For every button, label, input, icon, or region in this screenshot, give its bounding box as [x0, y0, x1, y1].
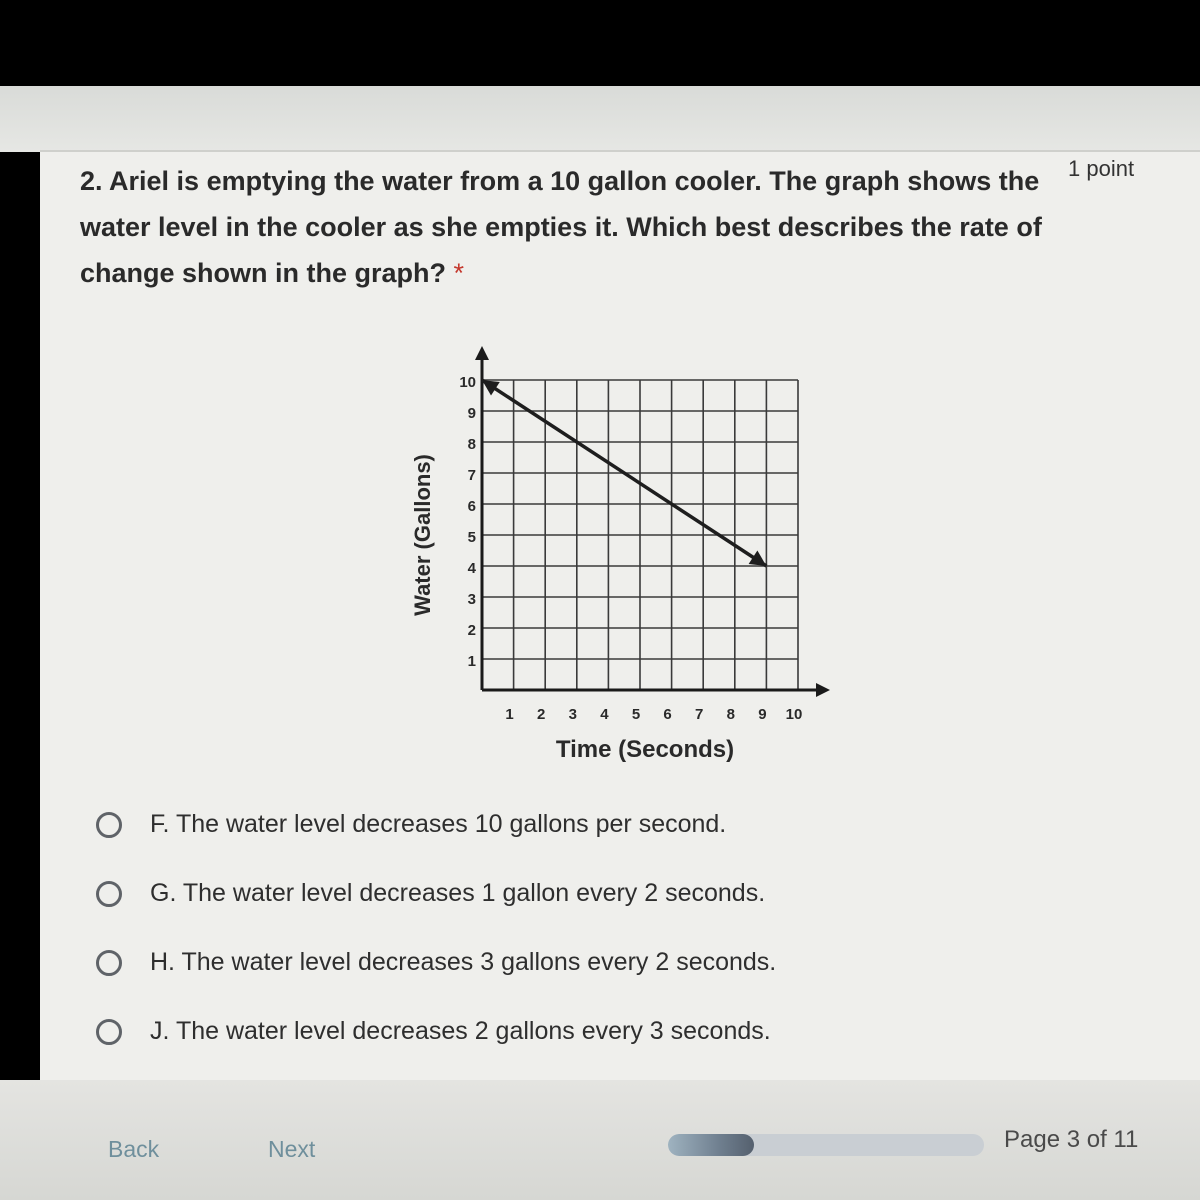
y-tick-label: 4 [467, 560, 476, 577]
y-tick-label: 9 [467, 405, 476, 422]
y-tick-label: 3 [467, 591, 476, 608]
progress-bar [668, 1134, 984, 1156]
x-tick-label: 9 [758, 706, 767, 723]
y-tick-label: 7 [467, 467, 476, 484]
radio-button[interactable] [96, 950, 122, 976]
y-tick-label: 10 [459, 374, 476, 391]
radio-button[interactable] [96, 812, 122, 838]
option-label: F. The water level decreases 10 gallons per second. [150, 810, 727, 838]
y-tick-label: 8 [467, 436, 476, 453]
x-tick-label: 2 [537, 706, 546, 723]
answer-options [96, 790, 996, 1066]
series-arrowhead [482, 380, 500, 395]
radio-button[interactable] [96, 1019, 122, 1045]
page-indicator: Page 3 of 11 [1004, 1126, 1139, 1153]
x-axis-arrow [816, 683, 830, 697]
back-button[interactable]: Back [98, 1130, 169, 1169]
x-tick-label: 4 [600, 706, 609, 723]
y-axis-label: Water (Gallons) [410, 454, 435, 616]
progress-bar-fill [668, 1134, 754, 1156]
y-tick-label: 2 [467, 622, 476, 639]
x-axis-label: Time (Seconds) [555, 736, 735, 763]
x-tick-labels [505, 706, 802, 723]
chart-grid [482, 380, 798, 690]
question-text-body: 2. Ariel is emptying the water from a 10 gallon cooler. The graph shows the water level in the cooler as she empties it. Which best describes the rate of change shown in the graph? [80, 166, 1042, 288]
y-tick-labels [459, 374, 476, 670]
x-tick-label: 1 [505, 706, 514, 723]
top-band [0, 86, 1200, 152]
y-tick-label: 6 [467, 498, 476, 515]
x-tick-label: 6 [663, 706, 672, 723]
radio-button[interactable] [96, 881, 122, 907]
water-level-chart [380, 330, 860, 790]
question-text [80, 158, 1060, 296]
option-label: H. The water level decreases 3 gallons every 2 seconds. [150, 948, 777, 976]
option-h[interactable] [96, 928, 996, 997]
option-f[interactable] [96, 790, 996, 859]
option-g[interactable] [96, 859, 996, 928]
x-tick-label: 5 [631, 706, 641, 723]
option-label: G. The water level decreases 1 gallon every 2 seconds. [150, 879, 766, 907]
y-tick-label: 1 [467, 653, 476, 670]
option-label: J. The water level decreases 2 gallons every 3 seconds. [150, 1017, 771, 1045]
chart-axes [475, 346, 830, 697]
next-button[interactable]: Next [258, 1130, 325, 1169]
x-tick-label: 3 [568, 706, 577, 723]
points-label: 1 point [1068, 156, 1135, 181]
series-arrowhead [749, 551, 767, 566]
x-tick-label: 10 [785, 706, 803, 723]
x-tick-label: 7 [695, 706, 704, 723]
y-tick-label: 5 [467, 529, 476, 546]
x-tick-label: 8 [726, 706, 735, 723]
option-j[interactable] [96, 997, 996, 1066]
y-axis-arrow [475, 346, 489, 360]
required-marker: * [453, 258, 465, 288]
